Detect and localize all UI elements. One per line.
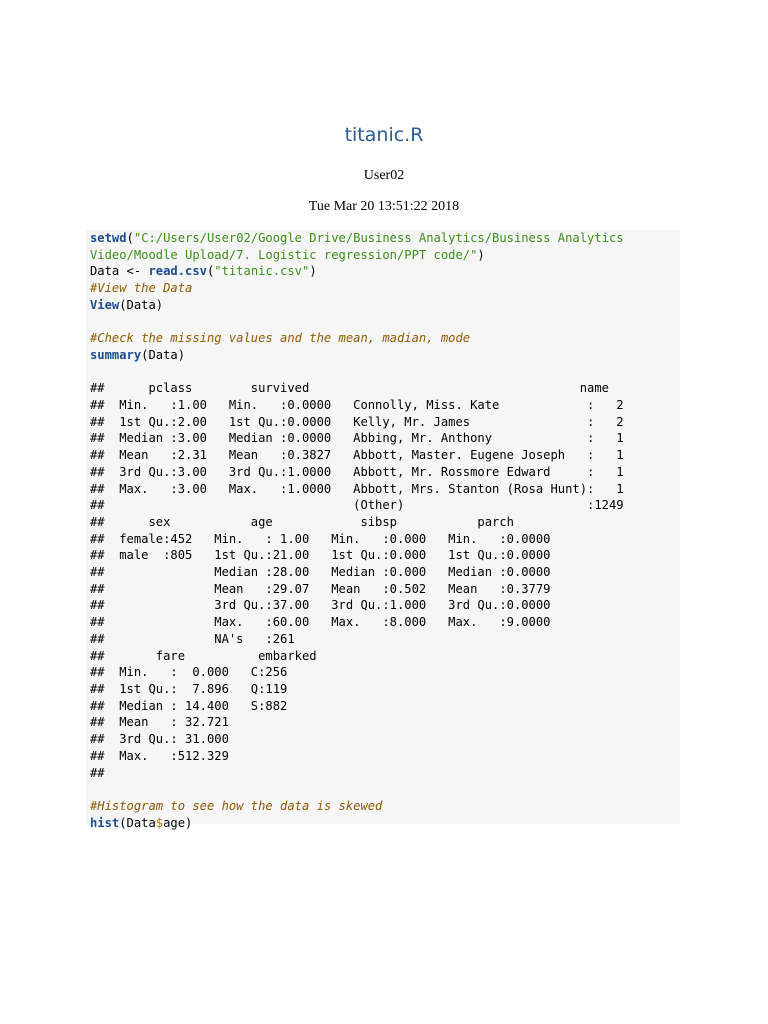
code-block [86, 230, 680, 830]
output-line: ## Median :3.00 Median :0.0000 Abbing, Mr. Anthony : 1 [90, 431, 639, 446]
comment-missing-values: #Check the missing values and the mean, madian, mode [90, 331, 471, 346]
output-line: ## Median : 14.400 S:882 [90, 698, 317, 713]
output-line: ## Mean : 32.721 [90, 715, 317, 730]
hist-function: hist [90, 815, 120, 830]
output-line: ## 1st Qu.:2.00 1st Qu.:0.0000 Kelly, Mr. James : 2 [90, 414, 639, 429]
output-line: ## Mean :2.31 Mean :0.3827 Abbott, Master. Eugene Joseph : 1 [90, 448, 639, 463]
output-line: ## 3rd Qu.:37.00 3rd Qu.:1.000 3rd Qu.:0.0000 [90, 598, 566, 613]
setwd-open-paren: ( [126, 231, 134, 245]
read-assignment: Data <- [90, 264, 149, 279]
output-line: ## sex age sibsp parch [90, 514, 566, 529]
summary-output [90, 381, 646, 779]
output-line: ## Max. :512.329 [90, 748, 317, 763]
comment-histogram: #Histogram to see how the data is skewed [90, 798, 383, 813]
output-line: ## Median :28.00 Median :0.000 Median :0.0000 [90, 565, 566, 580]
summary-function: summary [90, 347, 142, 362]
setwd-function: setwd [90, 231, 127, 245]
read-csv-function: read.csv [148, 264, 207, 279]
read-open-paren: ( [206, 264, 215, 279]
output-line: ## Mean :29.07 Mean :0.502 Mean :0.3779 [90, 581, 566, 596]
output-line: ## pclass survived name [90, 381, 646, 396]
setwd-path-line-1: "C:/Users/User02/Google Drive/Business Analytics/Business Analytics [133, 231, 624, 245]
document-author: User02 [363, 168, 405, 183]
code-text [90, 230, 676, 831]
output-line: ## male :805 1st Qu.:21.00 1st Qu.:0.000 1st Qu.:0.0000 [90, 548, 566, 563]
summary-argument: (Data) [141, 347, 186, 362]
output-line: ## Min. : 0.000 C:256 [90, 665, 317, 680]
output-line: ## Max. :60.00 Max. :8.000 Max. :9.0000 [90, 615, 566, 630]
output-line: ## female:452 Min. : 1.00 Min. :0.000 Min. :0.0000 [90, 531, 566, 546]
hist-argument-end: age) [163, 815, 193, 830]
view-function: View [90, 297, 120, 312]
output-line: ## Max. :3.00 Max. :1.0000 Abbott, Mrs. Stanton (Rosa Hunt): 1 [90, 481, 639, 496]
output-line: ## [90, 765, 105, 780]
setwd-path-line-2: Video/Moodle Upload/7. Logistic regression/PPT code/" [90, 247, 478, 262]
hist-argument-start: (Data [119, 815, 156, 830]
output-line: ## 1st Qu.: 7.896 Q:119 [90, 681, 317, 696]
read-csv-argument: "titanic.csv" [214, 264, 310, 279]
output-line: ## 3rd Qu.: 31.000 [90, 732, 317, 747]
output-line: ## Min. :1.00 Min. :0.0000 Connolly, Miss. Kate : 2 [90, 398, 639, 413]
view-argument: (Data) [119, 297, 164, 312]
output-line: ## NA's :261 [90, 631, 566, 646]
output-line: ## fare embarked [90, 648, 317, 663]
setwd-close-paren: ) [477, 247, 485, 262]
dollar-operator: $ [155, 815, 164, 830]
output-line: ## (Other) :1249 [90, 498, 639, 513]
comment-view-data: #View the Data [90, 281, 193, 296]
document-title: titanic.R [344, 124, 424, 146]
read-close-paren: ) [309, 264, 317, 279]
output-line: ## 3rd Qu.:3.00 3rd Qu.:1.0000 Abbott, Mr. Rossmore Edward : 1 [90, 464, 639, 479]
document-date: Tue Mar 20 13:51:22 2018 [308, 199, 460, 214]
